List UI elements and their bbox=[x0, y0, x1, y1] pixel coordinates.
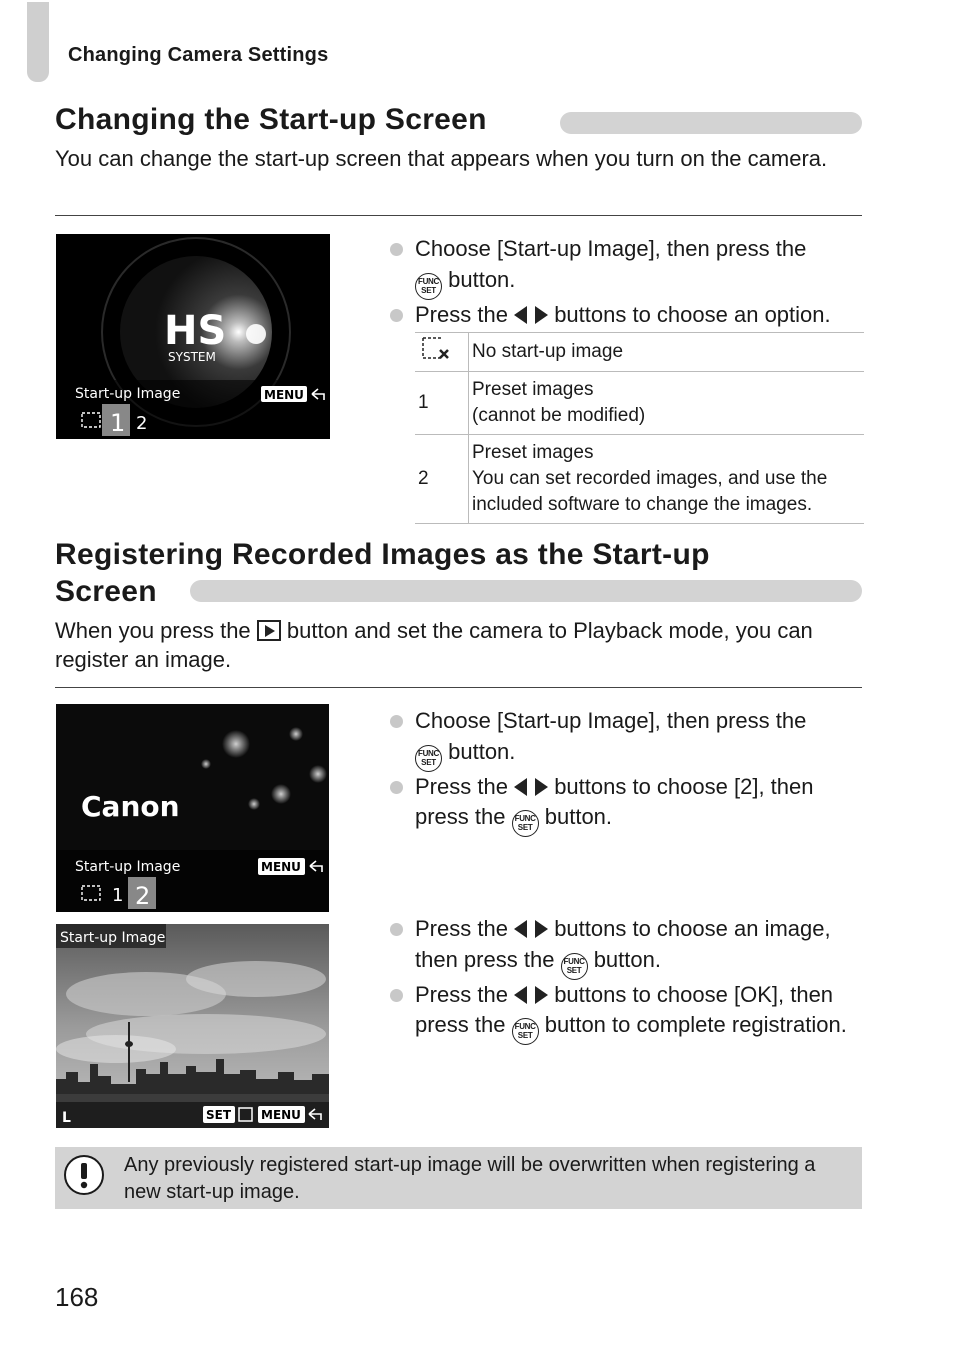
table-row bbox=[415, 435, 864, 524]
func-set-icon: FUNC SET bbox=[512, 1018, 539, 1045]
option-key: 1 bbox=[415, 372, 469, 435]
section-label: Changing Camera Settings bbox=[68, 44, 329, 66]
startup-image-label: Start-up Image bbox=[60, 930, 166, 946]
left-right-arrows-icon bbox=[514, 305, 548, 325]
caution-icon bbox=[64, 1155, 104, 1195]
section-tab bbox=[27, 2, 49, 82]
hs-logo: HS bbox=[164, 308, 227, 354]
func-set-icon: FUNC SET bbox=[415, 273, 442, 300]
menu-badge: MENU bbox=[264, 388, 304, 402]
menu-badge: MENU bbox=[261, 1108, 301, 1122]
option-desc: Preset images You can set recorded images, and use the included software to change the images. bbox=[469, 435, 865, 524]
camera-screen-startup-options bbox=[56, 234, 330, 439]
steps-register-2 bbox=[388, 914, 868, 1045]
no-startup-image-icon bbox=[418, 334, 450, 362]
set-badge: SET bbox=[206, 1108, 232, 1122]
step-item: Press the buttons to choose [2], then press the FUNC SET button. bbox=[388, 772, 868, 838]
func-set-icon: FUNC SET bbox=[561, 953, 588, 980]
steps-register-1 bbox=[388, 706, 868, 837]
step-item: Press the buttons to choose an option. bbox=[388, 300, 868, 331]
table-row bbox=[415, 372, 864, 435]
option-desc: No start-up image bbox=[469, 333, 865, 372]
step-item: Choose [Start-up Image], then press the FUNC SET button. bbox=[388, 234, 868, 300]
options-table bbox=[415, 332, 864, 524]
section-title-startup-screen: Changing the Start-up Screen bbox=[55, 103, 487, 136]
option-2: 2 bbox=[136, 413, 148, 434]
no-image-icon-cell bbox=[415, 333, 469, 372]
playback-button-icon bbox=[257, 620, 281, 641]
step-item: Choose [Start-up Image], then press the FUNC SET button. bbox=[388, 706, 868, 772]
caution-text: Any previously registered start-up image will be overwritten when registering a new start-up image. bbox=[124, 1154, 816, 1203]
title-bar bbox=[560, 112, 862, 134]
left-right-arrows-icon bbox=[514, 985, 548, 1005]
divider bbox=[55, 687, 862, 688]
steps-startup-screen bbox=[388, 234, 868, 330]
option-desc: Preset images (cannot be modified) bbox=[469, 372, 865, 435]
option-key: 2 bbox=[415, 435, 469, 524]
left-right-arrows-icon bbox=[514, 919, 548, 939]
option-2: 2 bbox=[135, 882, 151, 910]
page-number: 168 bbox=[55, 1282, 99, 1312]
canon-logo: Canon bbox=[81, 790, 180, 823]
intro-text: You can change the start-up screen that appears when you turn on the camera. bbox=[55, 146, 828, 171]
intro-text: When you press the button and set the camera to Playback mode, you can register an image. bbox=[55, 618, 813, 672]
step-item: Press the buttons to choose [OK], then press the FUNC SET button to complete registration. bbox=[388, 980, 868, 1046]
image-size-indicator: L bbox=[62, 1110, 71, 1126]
option-1: 1 bbox=[112, 885, 124, 906]
func-set-icon: FUNC SET bbox=[512, 810, 539, 837]
startup-image-label: Start-up Image bbox=[75, 386, 181, 402]
func-set-icon: FUNC SET bbox=[415, 745, 442, 772]
startup-image-label: Start-up Image bbox=[75, 859, 181, 875]
section-title-registering: Registering Recorded Images as the Start-up Screen bbox=[55, 538, 710, 608]
camera-screen-choose-image bbox=[56, 924, 329, 1128]
camera-screen-select-2 bbox=[56, 704, 329, 912]
divider bbox=[55, 215, 862, 216]
left-right-arrows-icon bbox=[514, 777, 548, 797]
table-row bbox=[415, 333, 864, 372]
menu-badge: MENU bbox=[261, 860, 301, 874]
step-item: Press the buttons to choose an image, then press the FUNC SET button. bbox=[388, 914, 868, 980]
option-1: 1 bbox=[110, 409, 126, 437]
title-bar bbox=[190, 580, 862, 602]
system-logo: SYSTEM bbox=[168, 350, 216, 364]
